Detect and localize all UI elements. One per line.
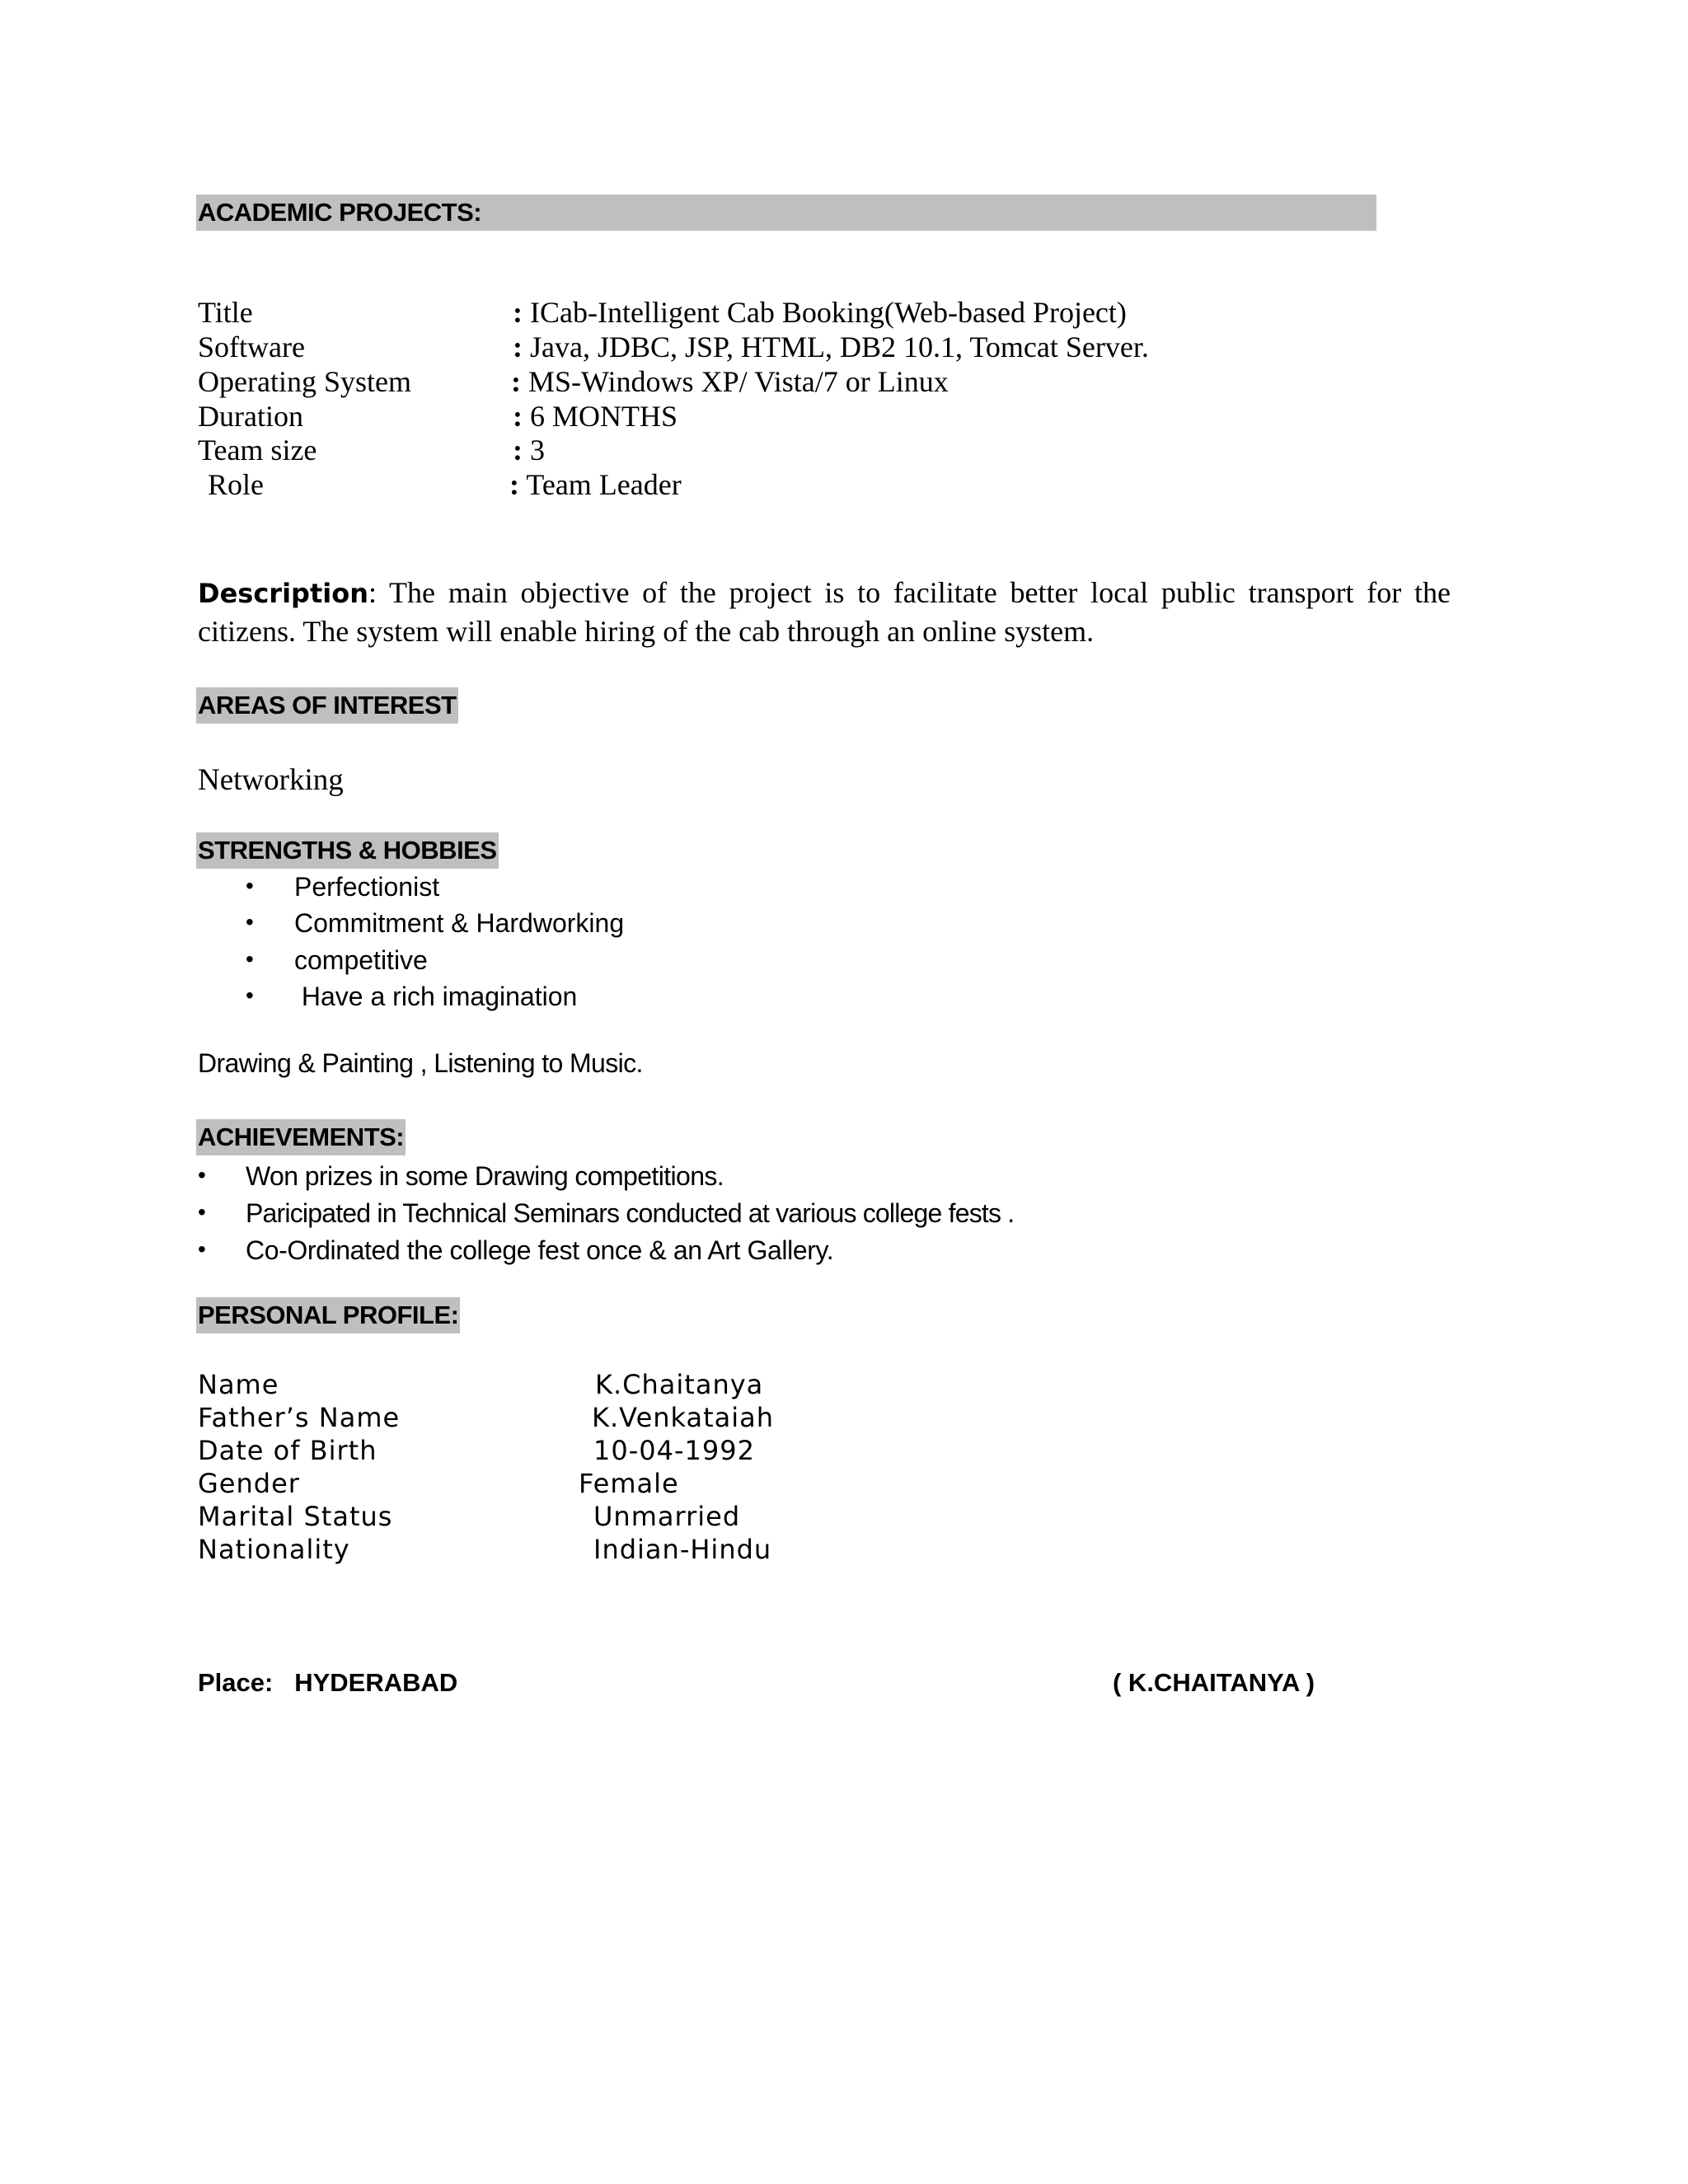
colon: : bbox=[513, 296, 523, 329]
colon: : bbox=[513, 434, 523, 466]
colon: : bbox=[509, 468, 519, 501]
hobbies-text: Drawing & Painting , Listening to Music. bbox=[198, 1048, 643, 1078]
place-line bbox=[198, 1668, 457, 1698]
colon: : bbox=[513, 330, 523, 363]
project-value-title bbox=[513, 295, 1127, 330]
profile-value-father: K.Venkataiah bbox=[592, 1402, 775, 1433]
project-title-value: ICab-Intelligent Cab Booking(Web-based Project) bbox=[530, 296, 1127, 329]
place-value: HYDERABAD bbox=[294, 1668, 458, 1697]
colon: : bbox=[513, 400, 523, 433]
profile-value-dob: 10-04-1992 bbox=[593, 1435, 755, 1466]
profile-value-marital: Unmarried bbox=[593, 1501, 741, 1532]
project-duration-value: 6 MONTHS bbox=[530, 400, 678, 433]
profile-value-gender: Female bbox=[579, 1468, 679, 1499]
profile-value-nationality: Indian-Hindu bbox=[593, 1534, 772, 1565]
project-label-role: Role bbox=[208, 468, 264, 501]
project-value-role bbox=[509, 467, 682, 502]
project-team-size-value: 3 bbox=[530, 434, 545, 466]
colon: : bbox=[511, 365, 521, 398]
profile-label-nationality: Nationality bbox=[198, 1534, 350, 1565]
academic-projects-heading-text: ACADEMIC PROJECTS: bbox=[198, 198, 482, 227]
strengths-hobbies-heading bbox=[196, 832, 499, 869]
profile-label-name: Name bbox=[198, 1369, 279, 1400]
profile-label-dob: Date of Birth bbox=[198, 1435, 377, 1466]
list-bullet: • bbox=[198, 1199, 206, 1225]
project-label-duration: Duration bbox=[198, 400, 303, 433]
project-os-value: MS-Windows XP/ Vista/7 or Linux bbox=[528, 365, 949, 398]
academic-projects-heading bbox=[196, 194, 1376, 231]
project-label-team-size: Team size bbox=[198, 434, 317, 466]
project-description bbox=[198, 574, 1451, 650]
areas-of-interest-heading bbox=[196, 687, 458, 724]
list-bullet: • bbox=[246, 982, 254, 1008]
project-label-title: Title bbox=[198, 296, 253, 329]
profile-label-marital: Marital Status bbox=[198, 1501, 393, 1532]
list-bullet: • bbox=[246, 873, 254, 898]
description-label: Description bbox=[198, 578, 368, 609]
achievements-heading-text: ACHIEVEMENTS: bbox=[198, 1122, 405, 1151]
list-bullet: • bbox=[198, 1236, 206, 1262]
list-item: Commitment & Hardworking bbox=[294, 908, 625, 938]
profile-value-name: K.Chaitanya bbox=[595, 1369, 764, 1400]
place-label: Place: bbox=[198, 1668, 274, 1697]
list-bullet: • bbox=[246, 946, 254, 972]
description-text: : The main objective of the project is to facilitate better local public transport for the citizens. The system will enable hiring of the cab through an online system. bbox=[198, 576, 1451, 648]
list-item: Perfectionist bbox=[294, 872, 440, 902]
project-value-software bbox=[513, 330, 1149, 364]
profile-label-father: Father’s Name bbox=[198, 1402, 401, 1433]
achievements-heading bbox=[196, 1119, 406, 1155]
list-item: Won prizes in some Drawing competitions. bbox=[246, 1161, 724, 1191]
signature: ( K.CHAITANYA ) bbox=[1113, 1668, 1315, 1697]
project-value-team-size bbox=[513, 433, 545, 467]
profile-label-gender: Gender bbox=[198, 1468, 300, 1499]
list-bullet: • bbox=[246, 909, 254, 935]
areas-of-interest-text: Networking bbox=[198, 763, 344, 797]
areas-of-interest-heading-text: AREAS OF INTEREST bbox=[198, 691, 457, 719]
list-item: Co-Ordinated the college fest once & an Art Gallery. bbox=[246, 1235, 834, 1265]
project-software-value: Java, JDBC, JSP, HTML, DB2 10.1, Tomcat Server. bbox=[530, 330, 1149, 363]
project-label-os: Operating System bbox=[198, 365, 411, 398]
project-value-duration bbox=[513, 399, 678, 434]
list-item: Paricipated in Technical Seminars conducted at various college fests . bbox=[246, 1198, 1015, 1228]
list-item: competitive bbox=[294, 945, 428, 975]
list-bullet: • bbox=[198, 1162, 206, 1188]
strengths-hobbies-heading-text: STRENGTHS & HOBBIES bbox=[198, 836, 497, 865]
list-item: Have a rich imagination bbox=[294, 982, 578, 1011]
project-role-value: Team Leader bbox=[526, 468, 682, 501]
personal-profile-heading bbox=[196, 1297, 460, 1333]
personal-profile-heading-text: PERSONAL PROFILE: bbox=[198, 1301, 459, 1329]
project-value-os bbox=[511, 364, 949, 399]
project-label-software: Software bbox=[198, 330, 305, 363]
